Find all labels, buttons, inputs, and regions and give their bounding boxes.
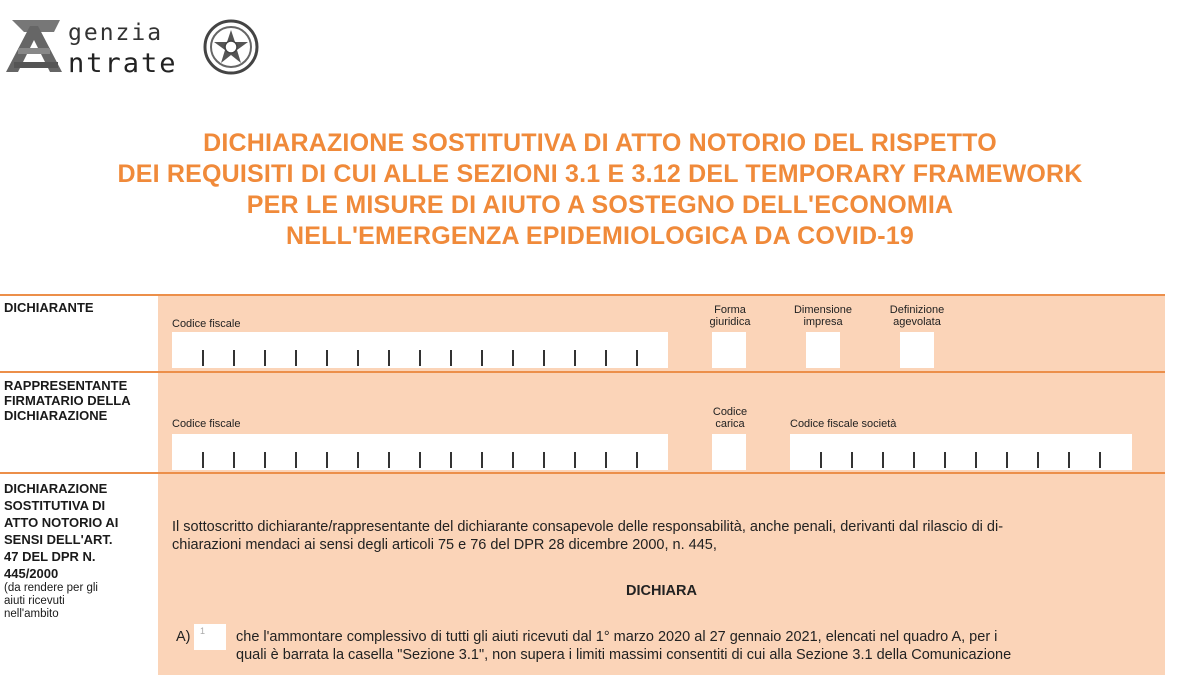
logo-text-line2: ntrate bbox=[68, 48, 178, 79]
forma-giuridica-caption: Forma giuridica bbox=[709, 304, 751, 328]
dichiarante-codice-fiscale-field[interactable] bbox=[172, 332, 668, 368]
dichiarazione-label-text: DICHIARAZIONE SOSTITUTIVA DI ATTO NOTORIO AI SENSI DELL'ART. 47 DEL DPR N. 445/2000 bbox=[4, 481, 119, 581]
title-line-4: NELL'EMERGENZA EPIDEMIOLOGICA DA COVID-19 bbox=[285, 222, 915, 250]
codice-carica-caption: Codice carica bbox=[712, 406, 748, 430]
item-a-box-number: 1 bbox=[200, 626, 206, 636]
rappresentante-codice-fiscale-field[interactable] bbox=[172, 434, 668, 470]
declaration-form bbox=[0, 294, 1165, 675]
document-title bbox=[0, 128, 1200, 252]
logo-text-line1: genzia bbox=[68, 20, 164, 46]
codice-fiscale-societa-caption: Codice fiscale società bbox=[790, 418, 897, 430]
agenzia-logo-mark-icon bbox=[4, 12, 64, 74]
item-a-letter: A) bbox=[176, 629, 191, 645]
title-line-3: PER LE MISURE DI AIUTO A SOSTEGNO DELL'ECONOMIA bbox=[246, 191, 954, 219]
agenzia-entrate-logo bbox=[4, 12, 264, 78]
republic-emblem-icon bbox=[202, 18, 260, 76]
dimensione-impresa-caption: Dimensione impresa bbox=[793, 304, 853, 328]
rappresentante-codice-fiscale-caption: Codice fiscale bbox=[172, 418, 241, 430]
intro-line-2: chiarazioni mendaci ai sensi degli articoli 75 e 76 del DPR 28 dicembre 2000, n. 445, bbox=[172, 537, 717, 553]
title-line-1: DICHIARAZIONE SOSTITUTIVA DI ATTO NOTORIO DEL RISPETTO bbox=[203, 129, 997, 157]
item-a-checkbox[interactable] bbox=[194, 624, 226, 650]
forma-giuridica-field[interactable] bbox=[712, 332, 746, 368]
item-a-line-1: che l'ammontare complessivo di tutti gli aiuti ricevuti dal 1° marzo 2020 al 27 gennaio 2021, elencati nel quadro A, per i bbox=[236, 629, 998, 645]
intro-line-1: Il sottoscritto dichiarante/rappresentante del dichiarante consapevole delle responsabilità, anche penali, derivanti dal rilascio di di- bbox=[172, 519, 1004, 535]
dichiarazione-label bbox=[4, 480, 122, 621]
title-line-2: DEI REQUISITI DI CUI ALLE SEZIONI 3.1 E 3.12 DEL TEMPORARY FRAMEWORK bbox=[117, 160, 1083, 188]
dimensione-impresa-field[interactable] bbox=[806, 332, 840, 368]
codice-fiscale-societa-field[interactable] bbox=[790, 434, 1132, 470]
item-a-line-2: quali è barrata la casella "Sezione 3.1", non supera i limiti massimi consentiti di cui alla Sezione 3.1 della Comunicazione bbox=[236, 647, 1012, 663]
dichiara-heading: DICHIARA bbox=[626, 583, 697, 599]
definizione-agevolata-field[interactable] bbox=[900, 332, 934, 368]
dichiarante-label: DICHIARANTE bbox=[4, 300, 94, 315]
rappresentante-label: RAPPRESENTANTE FIRMATARIO DELLA DICHIARAZIONE bbox=[4, 378, 131, 423]
definizione-agevolata-caption: Definizione agevolata bbox=[889, 304, 945, 328]
codice-fiscale-caption: Codice fiscale bbox=[172, 318, 241, 330]
codice-carica-field[interactable] bbox=[712, 434, 746, 470]
dichiarazione-label-note: (da rendere per gli aiuti ricevuti nell'ambito bbox=[4, 582, 98, 620]
